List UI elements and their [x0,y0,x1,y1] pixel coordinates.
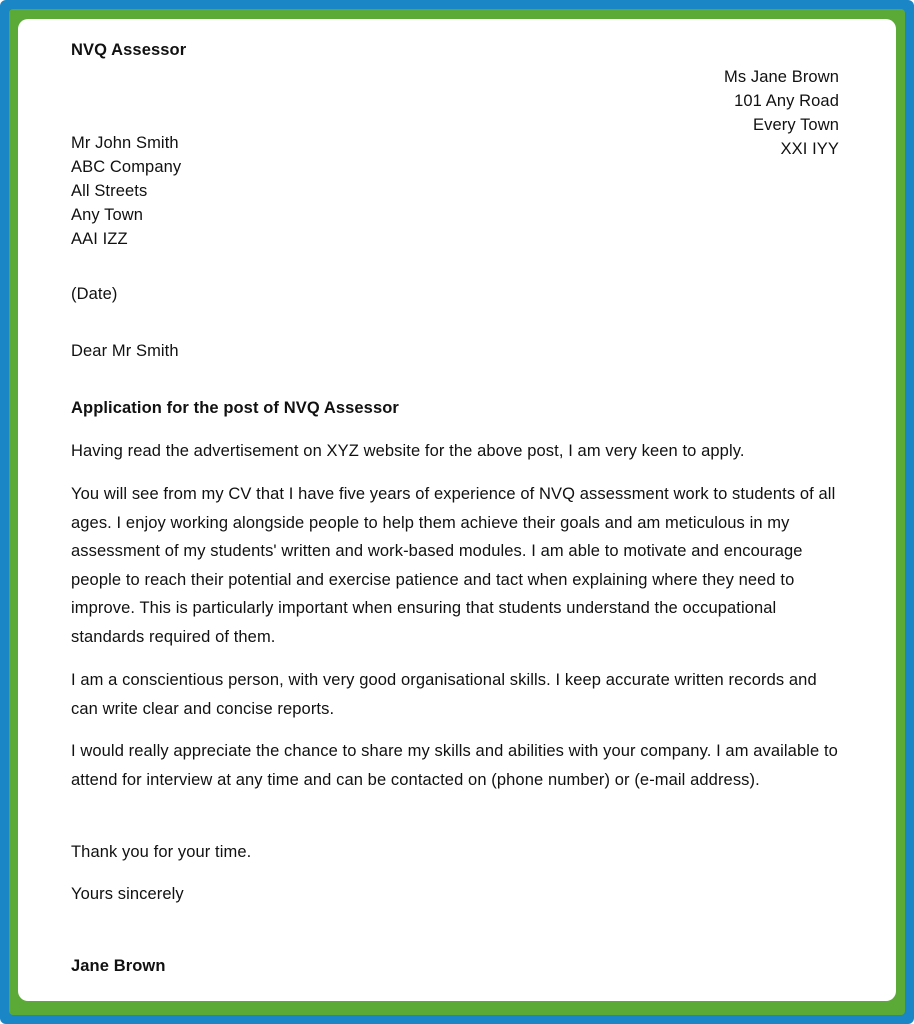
salutation: Dear Mr Smith [71,342,179,360]
signature-name: Jane Brown [71,957,166,975]
letter-date: (Date) [71,285,118,303]
sender-address-line2: Every Town [753,116,839,134]
paragraph-experience: You will see from my CV that I have five years of experience of NVQ assessment work to students of all ages. I enjoy working alongside people to help them achieve their goals and am meticulous in my assessment of my students' written and work-based modules. I am able to motivate and encourage people to reach their potential and exercise patience and tact when explaining where they need to improve. This is particularly important when ensuring that students understand the occupational standards required of them. [71,485,836,646]
paragraph-thanks: Thank you for your time. [71,843,252,861]
recipient-postcode: AAI IZZ [71,230,128,248]
letter-page [18,19,896,1001]
sender-postcode: XXI IYY [780,140,839,158]
recipient-company: ABC Company [71,158,182,176]
recipient-name: Mr John Smith [71,134,179,152]
sender-name: Ms Jane Brown [723,68,839,86]
paragraph-intro: Having read the advertisement on XYZ website for the above post, I am very keen to apply. [71,442,745,460]
paragraph-availability: I would really appreciate the chance to share my skills and abilities with your company. I am available to attend for interview at any time and can be contacted on (phone number) or (e-mail address). [71,742,838,789]
letter-heading: NVQ Assessor [71,41,187,59]
sender-address-line1: 101 Any Road [734,92,839,110]
closing: Yours sincerely [71,885,184,903]
letter-subject: Application for the post of NVQ Assessor [71,399,399,417]
recipient-street: All Streets [71,182,148,200]
recipient-town: Any Town [71,206,144,224]
paragraph-skills: I am a conscientious person, with very good organisational skills. I keep accurate written records and can write clear and concise reports. [71,671,817,718]
